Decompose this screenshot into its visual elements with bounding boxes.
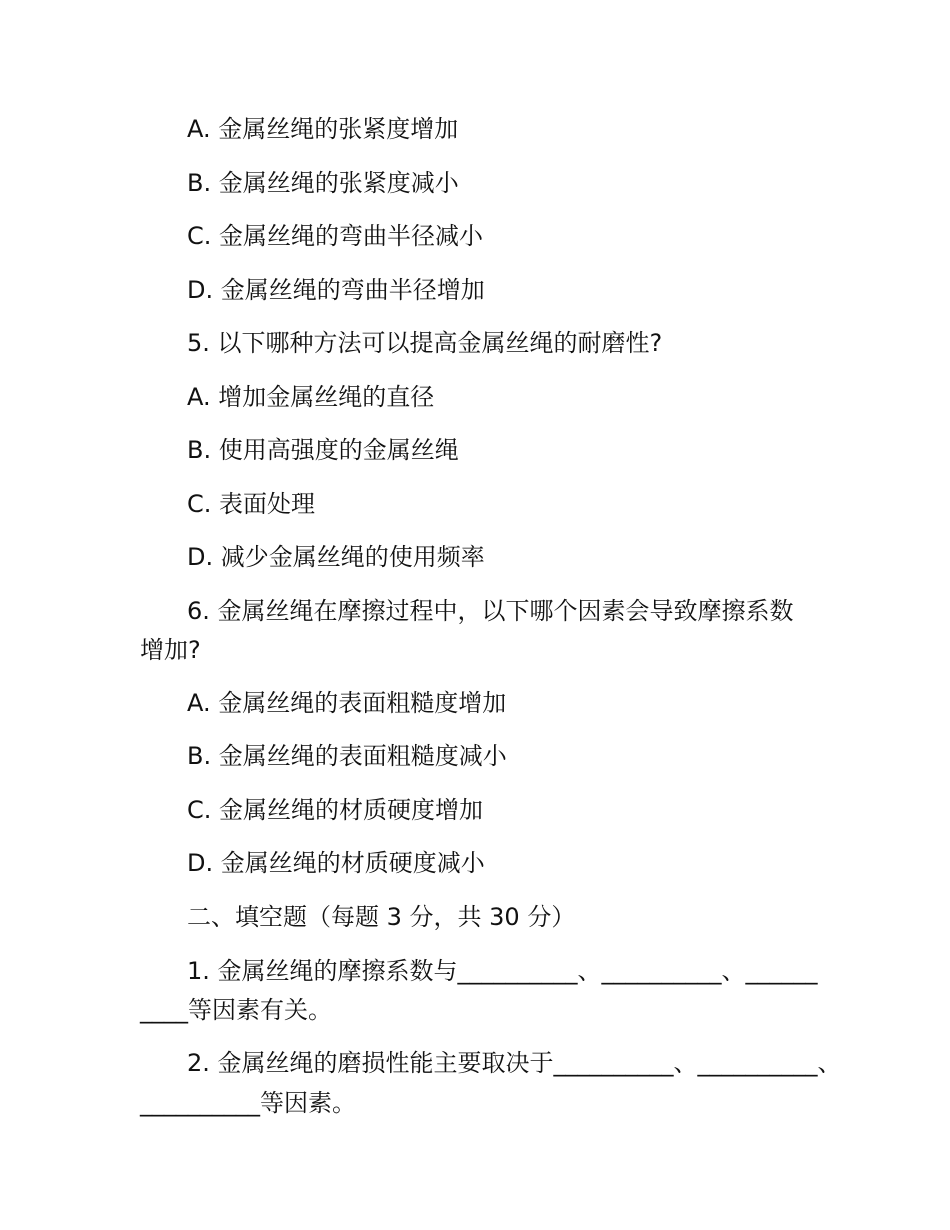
q4-option-b: B. 金属丝绳的张紧度减小 (187, 169, 459, 197)
q6-stem-line2: 增加? (140, 636, 201, 664)
q6-option-c: C. 金属丝绳的材质硬度增加 (187, 796, 484, 824)
fill-q2-line2: __________等因素。 (140, 1089, 356, 1117)
q5-option-d: D. 减少金属丝绳的使用频率 (187, 543, 485, 571)
fill-q1-line1: 1. 金属丝绳的摩擦系数与__________、__________、______ (187, 957, 818, 985)
fill-q2-line1: 2. 金属丝绳的磨损性能主要取决于__________、__________、 (187, 1049, 842, 1077)
section-fill-title: 二、填空题（每题 3 分，共 30 分） (187, 903, 576, 931)
q5-option-b: B. 使用高强度的金属丝绳 (187, 436, 459, 464)
fill-q1-line2: ____等因素有关。 (140, 996, 332, 1024)
q5-option-c: C. 表面处理 (187, 490, 316, 518)
q5-stem: 5. 以下哪种方法可以提高金属丝绳的耐磨性? (187, 329, 663, 357)
q6-option-d: D. 金属丝绳的材质硬度减小 (187, 849, 485, 877)
q6-stem-line1: 6. 金属丝绳在摩擦过程中，以下哪个因素会导致摩擦系数 (187, 597, 794, 625)
q4-option-d: D. 金属丝绳的弯曲半径增加 (187, 276, 485, 304)
q4-option-c: C. 金属丝绳的弯曲半径减小 (187, 222, 484, 250)
q6-option-a: A. 金属丝绳的表面粗糙度增加 (187, 689, 507, 717)
q5-option-a: A. 增加金属丝绳的直径 (187, 383, 435, 411)
q4-option-a: A. 金属丝绳的张紧度增加 (187, 115, 459, 143)
q6-option-b: B. 金属丝绳的表面粗糙度减小 (187, 742, 507, 770)
